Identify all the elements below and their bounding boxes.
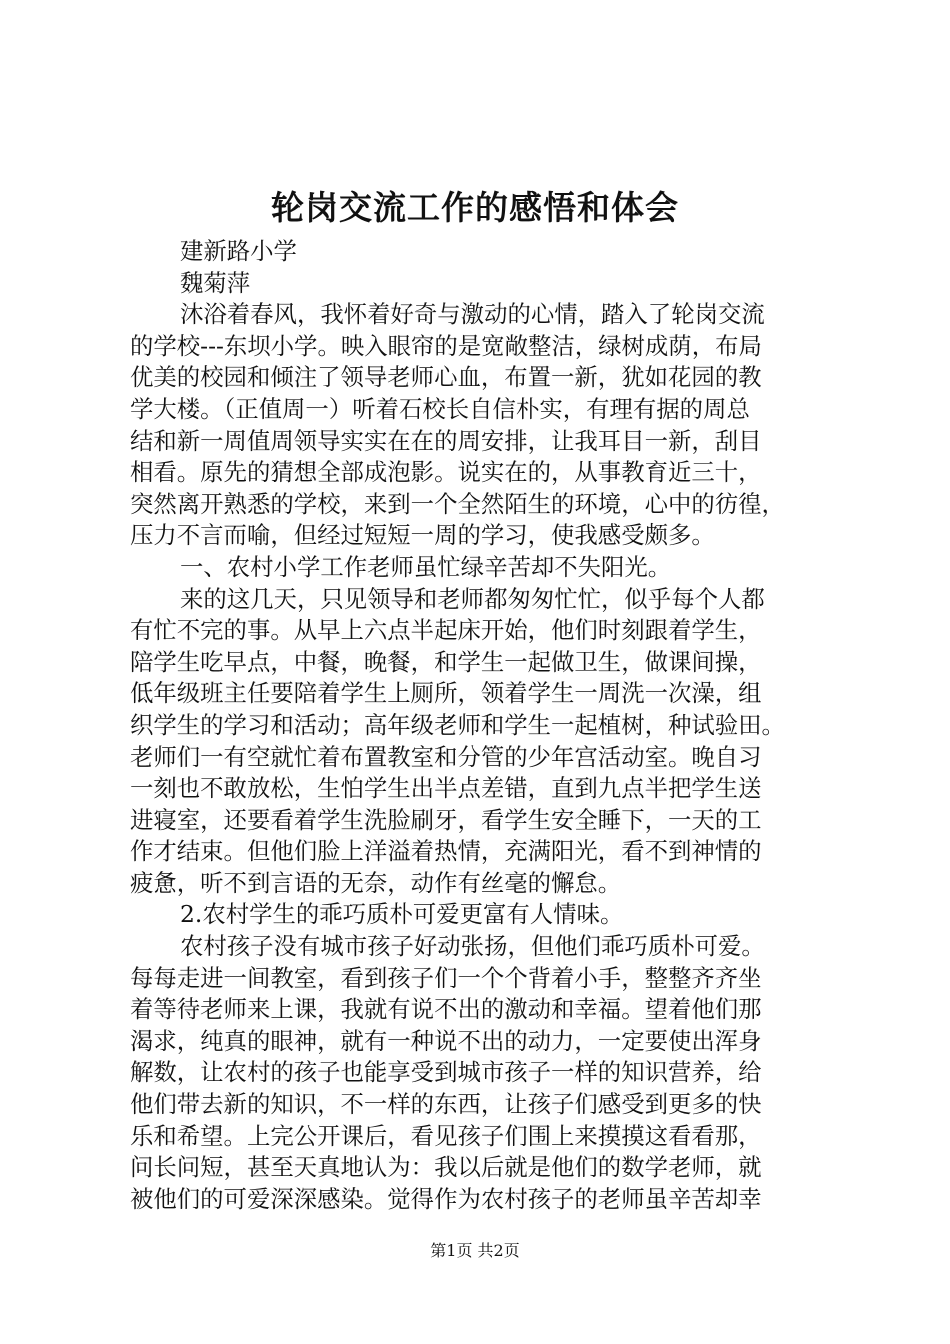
text-line: 被他们的可爱深深感染。觉得作为农村孩子的老师虽辛苦却幸 [130,1184,762,1213]
text-line: 相看。原先的猜想全部成泡影。说实在的，从事教育近三十， [130,458,762,487]
text-line: 农村孩子没有城市孩子好动张扬，但他们乖巧质朴可爱。 [180,932,765,961]
text-line: 老师们一有空就忙着布置教室和分管的少年宫活动室。晚自习 [130,742,762,771]
text-line: 陪学生吃早点，中餐，晚餐，和学生一起做卫生，做课间操， [130,647,762,676]
text-line: 着等待老师来上课，我就有说不出的激动和幸福。望着他们那 [130,995,762,1024]
text-line: 疲惫，听不到言语的无奈，动作有丝毫的懈怠。 [130,868,622,897]
text-line: 一、农村小学工作老师虽忙绿辛苦却不失阳光。 [180,552,672,581]
text-line: 建新路小学 [180,237,297,265]
text-line: 乐和希望。上完公开课后，看见孩子们围上来摸摸这看看那， [130,1121,762,1150]
text-line: 压力不言而喻，但经过短短一周的学习，使我感受颇多。 [130,521,715,550]
text-line: 进寝室，还要看着学生洗脸刷牙，看学生安全睡下，一天的工 [130,805,762,834]
document-body [130,236,830,1215]
text-line: 有忙不完的事。从早上六点半起床开始，他们时刻跟着学生， [130,616,762,645]
text-line: 渴求，纯真的眼神，就有一种说不出的动力，一定要使出浑身 [130,1026,762,1055]
text-line: 魏菊萍 [180,268,251,297]
text-line: 学大楼。（正值周一）听着石校长自信朴实，有理有据的周总 [130,394,750,423]
text-line: 织学生的学习和活动；高年级老师和学生一起植树，种试验田。 [130,710,785,739]
text-line: 沐浴着春风，我怀着好奇与激动的心情，踏入了轮岗交流 [180,300,765,329]
text-line: 来的这几天，只见领导和老师都匆匆忙忙，似乎每个人都 [180,584,765,613]
text-line: 突然离开熟悉的学校，来到一个全然陌生的环境，心中的彷徨， [130,489,785,518]
text-line: 2.农村学生的乖巧质朴可爱更富有人情味。 [180,900,624,929]
text-line: 作才结束。但他们脸上洋溢着热情，充满阳光，看不到神情的 [130,837,762,866]
text-line: 一刻也不敢放松，生怕学生出半点差错，直到九点半把学生送 [130,774,762,803]
text-line: 低年级班主任要陪着学生上厕所，领着学生一周洗一次澡，组 [130,679,762,708]
text-line: 优美的校园和倾注了领导老师心血，布置一新，犹如花园的教 [130,363,762,392]
text-line: 结和新一周值周领导实实在在的周安排，让我耳目一新，刮目 [130,426,762,455]
document-title: 轮岗交流工作的感悟和体会 [271,188,679,227]
text-line: 的学校---东坝小学。映入眼帘的是宽敞整洁，绿树成荫，布局 [130,331,762,360]
page-footer: 第1页 共2页 [430,1241,520,1260]
text-line: 每每走进一间教室，看到孩子们一个个背着小手，整整齐齐坐 [130,963,762,992]
text-line: 他们带去新的知识，不一样的东西，让孩子们感受到更多的快 [130,1090,762,1119]
text-line: 问长问短，甚至天真地认为：我以后就是他们的数学老师，就 [130,1153,762,1182]
text-line: 解数，让农村的孩子也能享受到城市孩子一样的知识营养，给 [130,1058,762,1087]
